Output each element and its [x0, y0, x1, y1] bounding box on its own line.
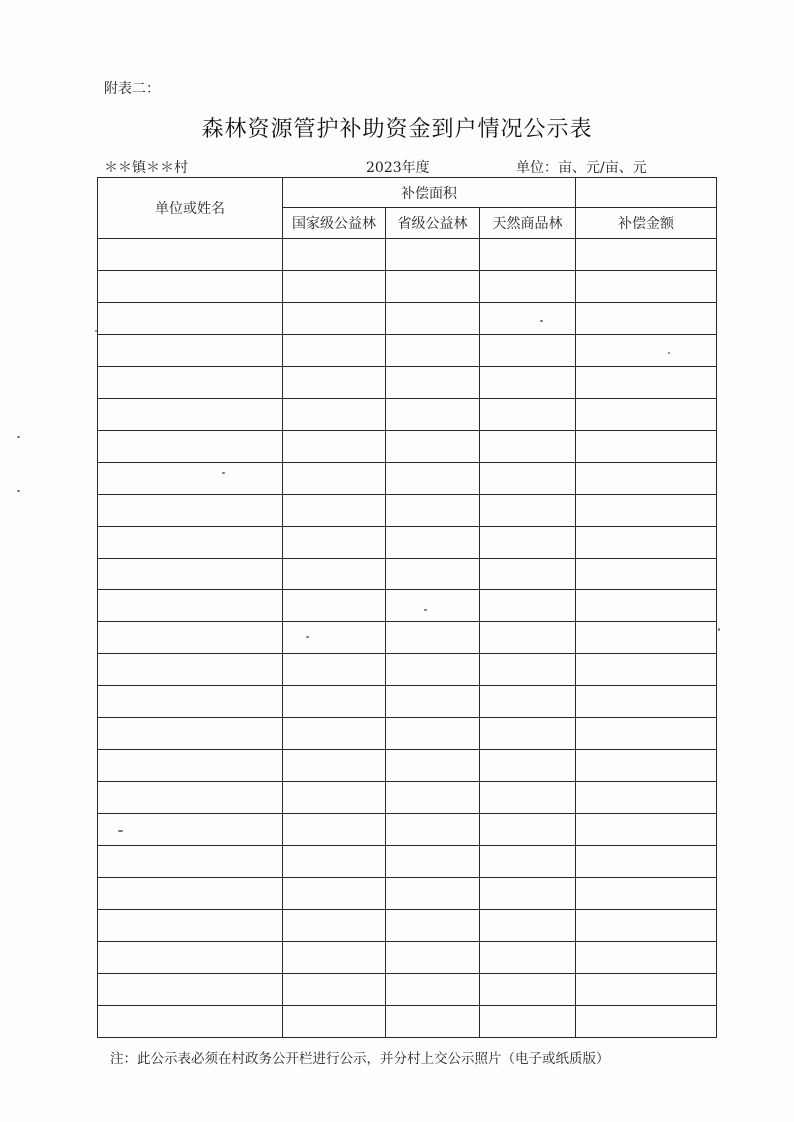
table-row — [98, 270, 717, 302]
cell-provincial — [386, 782, 480, 814]
header-provincial: 省级公益林 — [386, 208, 480, 239]
cell-provincial — [386, 910, 480, 942]
scan-speck — [17, 490, 20, 492]
cell-name — [98, 366, 283, 398]
cell-provincial — [386, 398, 480, 430]
table-row — [98, 814, 717, 846]
cell-name — [98, 622, 283, 654]
cell-name — [98, 558, 283, 590]
cell-name — [98, 686, 283, 718]
cell-name — [98, 334, 283, 366]
table-row — [98, 526, 717, 558]
table-row — [98, 590, 717, 622]
cell-amount — [576, 622, 717, 654]
cell-natural — [480, 398, 576, 430]
table-row — [98, 973, 717, 1005]
cell-national — [283, 430, 386, 462]
cell-name — [98, 973, 283, 1005]
cell-provincial — [386, 526, 480, 558]
table-row — [98, 622, 717, 654]
cell-provincial — [386, 814, 480, 846]
table-header-row — [98, 178, 717, 208]
cell-natural — [480, 590, 576, 622]
header-amount-top — [576, 178, 717, 208]
table-row — [98, 750, 717, 782]
cell-amount — [576, 462, 717, 494]
cell-natural — [480, 973, 576, 1005]
cell-provincial — [386, 270, 480, 302]
cell-provincial — [386, 366, 480, 398]
cell-national — [283, 1005, 386, 1037]
cell-name — [98, 941, 283, 973]
cell-amount — [576, 941, 717, 973]
cell-name — [98, 1005, 283, 1037]
cell-amount — [576, 1005, 717, 1037]
cell-name — [98, 398, 283, 430]
cell-amount — [576, 366, 717, 398]
table-row — [98, 494, 717, 526]
table-row — [98, 462, 717, 494]
scan-speck — [424, 609, 427, 611]
cell-name — [98, 239, 283, 271]
cell-provincial — [386, 846, 480, 878]
scan-speck — [222, 472, 225, 474]
scan-speck — [718, 628, 720, 631]
cell-natural — [480, 334, 576, 366]
cell-national — [283, 366, 386, 398]
cell-provincial — [386, 750, 480, 782]
cell-national — [283, 846, 386, 878]
cell-natural — [480, 750, 576, 782]
cell-provincial — [386, 1005, 480, 1037]
table-row — [98, 941, 717, 973]
cell-name — [98, 782, 283, 814]
cell-amount — [576, 334, 717, 366]
cell-national — [283, 782, 386, 814]
cell-natural — [480, 1005, 576, 1037]
unit-label: 单位：亩、元/亩、元 — [516, 160, 647, 176]
scan-speck — [668, 352, 670, 354]
cell-provincial — [386, 239, 480, 271]
cell-natural — [480, 941, 576, 973]
cell-natural — [480, 366, 576, 398]
table-row — [98, 302, 717, 334]
table-row — [98, 718, 717, 750]
cell-amount — [576, 718, 717, 750]
cell-national — [283, 494, 386, 526]
cell-name — [98, 302, 283, 334]
cell-natural — [480, 782, 576, 814]
cell-amount — [576, 270, 717, 302]
cell-name — [98, 846, 283, 878]
attachment-label: 附表二： — [104, 81, 160, 97]
cell-national — [283, 398, 386, 430]
scan-speck — [17, 436, 20, 438]
table-row — [98, 558, 717, 590]
cell-provincial — [386, 590, 480, 622]
cell-amount — [576, 846, 717, 878]
cell-national — [283, 270, 386, 302]
cell-provincial — [386, 558, 480, 590]
cell-amount — [576, 558, 717, 590]
cell-national — [283, 750, 386, 782]
cell-national — [283, 941, 386, 973]
year-label: 2023年度 — [366, 160, 430, 176]
table-row — [98, 686, 717, 718]
cell-name — [98, 654, 283, 686]
cell-natural — [480, 654, 576, 686]
table-row — [98, 846, 717, 878]
cell-provincial — [386, 941, 480, 973]
cell-provincial — [386, 878, 480, 910]
cell-national — [283, 910, 386, 942]
cell-name — [98, 910, 283, 942]
cell-natural — [480, 814, 576, 846]
cell-national — [283, 239, 386, 271]
cell-amount — [576, 590, 717, 622]
table-row — [98, 878, 717, 910]
header-amount: 补偿金额 — [576, 208, 717, 239]
cell-national — [283, 718, 386, 750]
scan-speck — [95, 330, 97, 332]
cell-national — [283, 814, 386, 846]
cell-name — [98, 878, 283, 910]
cell-natural — [480, 846, 576, 878]
cell-name — [98, 718, 283, 750]
cell-natural — [480, 686, 576, 718]
cell-amount — [576, 973, 717, 1005]
cell-amount — [576, 239, 717, 271]
cell-provincial — [386, 622, 480, 654]
cell-national — [283, 334, 386, 366]
cell-national — [283, 302, 386, 334]
table-row — [98, 1005, 717, 1037]
header-area-group: 补偿面积 — [283, 178, 576, 208]
cell-amount — [576, 750, 717, 782]
cell-natural — [480, 239, 576, 271]
scan-speck — [306, 636, 309, 638]
cell-national — [283, 973, 386, 1005]
cell-name — [98, 590, 283, 622]
cell-name — [98, 750, 283, 782]
table-row — [98, 366, 717, 398]
cell-name — [98, 526, 283, 558]
cell-provincial — [386, 718, 480, 750]
cell-name — [98, 494, 283, 526]
cell-provincial — [386, 462, 480, 494]
cell-national — [283, 526, 386, 558]
cell-national — [283, 462, 386, 494]
cell-amount — [576, 686, 717, 718]
cell-natural — [480, 558, 576, 590]
cell-name — [98, 814, 283, 846]
cell-provincial — [386, 973, 480, 1005]
cell-amount — [576, 526, 717, 558]
table-row — [98, 654, 717, 686]
table-row — [98, 398, 717, 430]
cell-national — [283, 654, 386, 686]
cell-provincial — [386, 334, 480, 366]
scan-speck — [540, 320, 543, 322]
cell-national — [283, 558, 386, 590]
cell-name — [98, 270, 283, 302]
cell-amount — [576, 494, 717, 526]
cell-national — [283, 622, 386, 654]
cell-natural — [480, 878, 576, 910]
cell-amount — [576, 878, 717, 910]
cell-national — [283, 590, 386, 622]
cell-national — [283, 878, 386, 910]
page-title: 森林资源管护补助资金到户情况公示表 — [201, 117, 593, 142]
table-row — [98, 334, 717, 366]
cell-provincial — [386, 430, 480, 462]
header-name: 单位或姓名 — [98, 178, 283, 239]
cell-provincial — [386, 494, 480, 526]
cell-provincial — [386, 654, 480, 686]
table-row — [98, 910, 717, 942]
compensation-table — [97, 177, 717, 1038]
cell-amount — [576, 814, 717, 846]
cell-natural — [480, 270, 576, 302]
cell-natural — [480, 494, 576, 526]
cell-natural — [480, 622, 576, 654]
table-body — [98, 239, 717, 1038]
table-row — [98, 782, 717, 814]
cell-amount — [576, 654, 717, 686]
cell-natural — [480, 462, 576, 494]
header-natural: 天然商品林 — [480, 208, 576, 239]
cell-natural — [480, 302, 576, 334]
scan-speck — [118, 830, 123, 832]
cell-name — [98, 430, 283, 462]
cell-natural — [480, 910, 576, 942]
cell-national — [283, 686, 386, 718]
cell-natural — [480, 430, 576, 462]
footer-note: 注：此公示表必须在村政务公开栏进行公示，并分村上交公示照片（电子或纸质版） — [110, 1051, 610, 1067]
cell-provincial — [386, 686, 480, 718]
cell-name — [98, 462, 283, 494]
table-row — [98, 239, 717, 271]
location-label: ＊＊镇＊＊村 — [104, 160, 188, 176]
cell-provincial — [386, 302, 480, 334]
cell-natural — [480, 526, 576, 558]
cell-natural — [480, 718, 576, 750]
cell-amount — [576, 302, 717, 334]
header-national: 国家级公益林 — [283, 208, 386, 239]
cell-amount — [576, 782, 717, 814]
cell-amount — [576, 398, 717, 430]
table-row — [98, 430, 717, 462]
cell-amount — [576, 910, 717, 942]
cell-amount — [576, 430, 717, 462]
